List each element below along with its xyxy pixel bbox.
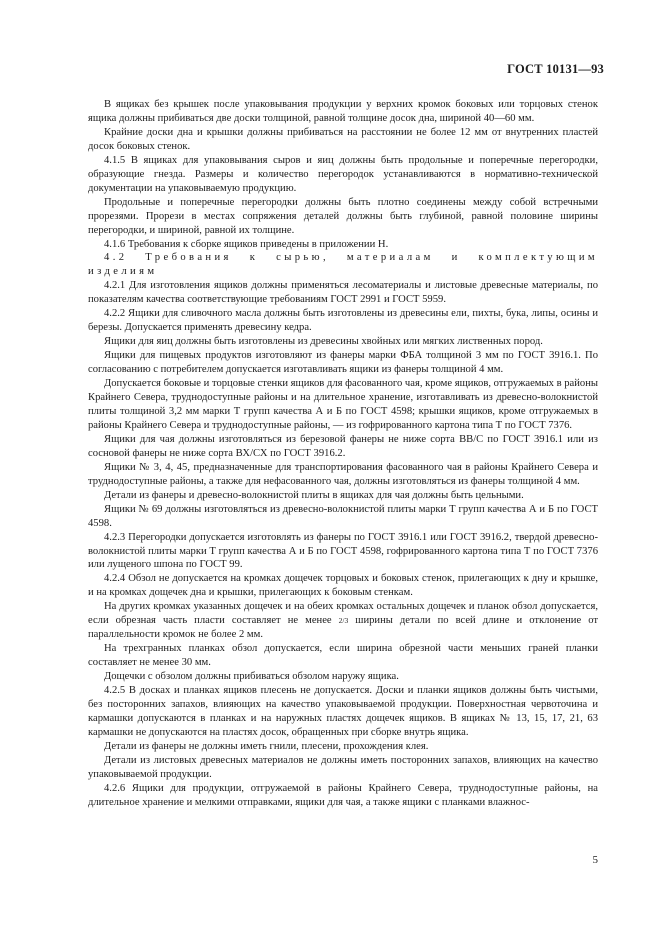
paragraph: Детали из фанеры и древесно-волокнистой плиты в ящиках для чая должны быть цельными.: [104, 489, 524, 501]
paragraph: Дощечки с обзолом должны прибиваться обзолом наружу ящика.: [104, 671, 399, 683]
paragraph: Детали из листовых древесных материалов не должны иметь посторонних запахов, влияющих на качество упаковываемой продукции.: [88, 754, 598, 780]
section-heading: 4.2 Требования к сырью, материалам и комплектующим изделиям: [88, 252, 598, 278]
fraction-two-thirds: 2/3: [338, 616, 349, 626]
paragraph: Ящики № 69 должны изготовляться из древесно-волокнистой плиты марки Т групп качества А и Б по ГОСТ 4598.: [88, 503, 598, 529]
paragraph-part: На других кромках указанных дощечек и на обеих кромках остальных дощечек и планок обзол допускается, если обрезная часть пласти составляет не менее: [88, 601, 598, 627]
paragraph: Ящики для яиц должны быть изготовлены из древесины хвойных или мягких лиственных пород.: [104, 336, 543, 348]
paragraph: В ящиках без крышек после упаковывания продукции у верхних кромок боковых или торцовых стенок ящика должны прибиваться две доски толщиной, равной толщине досок дна, шириной 40—60 мм.: [88, 99, 598, 124]
paragraph: Крайние доски дна и крышки должны прибиваться на расстоянии не более 12 мм от внутренних пластей досок боковых стенок.: [88, 126, 598, 152]
paragraph: 4.2.5 В досках и планках ящиков плесень не допускается. Доски и планки ящиков должны быть чистыми, без посторонних запахов, влияющих на качество упаковываемой продукции. Поверхностная червоточина и кармашки допускаются в планках и на наружных пластях дощечек ящиков. В ящиках № 13, 15, 17, 21, 63 кармашки не допускаются на пластях досок, обращенных при сборке внутрь ящика.: [88, 685, 598, 738]
paragraph-part: ширины детали по всей длине и отклонение от параллельности кромок не более 2 мм.: [88, 615, 598, 641]
paragraph: 4.2.4 Обзол не допускается на кромках дощечек торцовых и боковых стенок, прилегающих к дну и крышке, и на кромках дощечек дна и крышки, прилегающих к боковым стенкам.: [88, 573, 598, 599]
paragraph: Продольные и поперечные перегородки должны быть плотно соединены между собой встречными прорезями. Прорези в местах сопряжения деталей должны быть глубиной, равной половине ширины перегородки, и шириной, равной их толщине.: [88, 196, 598, 236]
page-number: 5: [592, 854, 598, 866]
paragraph: 4.2.3 Перегородки допускается изготовлять из фанеры по ГОСТ 3916.1 или ГОСТ 3916.2, твердой древесно-волокнистой плиты марки Т групп качества А и Б по ГОСТ 4598, гофрированного картона типа Т по ГОСТ 7376 или лущеного шпона по ГОСТ 99.: [88, 531, 598, 571]
paragraph: Допускается боковые и торцовые стенки ящиков для фасованного чая, кроме ящиков, отгружаемых в районы Крайнего Севера, труднодоступные районы и на длительное хранение, изготавливать из древесно-волокнистой плиты толщиной 3,2 мм марки Т групп качества А и Б по ГОСТ 4598; крышки ящиков, кроме отгружаемых в районы Крайнего Севера и труднодоступные районы, — из гофрированного картона типа Т по ГОСТ 7376.: [88, 378, 598, 431]
paragraph: 4.1.5 В ящиках для упаковывания сыров и яиц должны быть продольные и поперечные перегородки, образующие гнезда. Размеры и количество перегородок устанавливаются в нормативно-технической документации на упаковываемую продукцию.: [88, 154, 598, 194]
paragraph: Детали из фанеры не должны иметь гнили, плесени, прохождения клея.: [104, 740, 429, 752]
paragraph: Ящики для чая должны изготовляться из березовой фанеры не ниже сорта ВВ/С по ГОСТ 3916.1 или из сосновой фанеры не ниже сорта ВХ/СХ по ГОСТ 3916.2.: [88, 433, 598, 459]
paragraph: Ящики № 3, 4, 45, предназначенные для транспортирования фасованного чая в районы Крайнего Севера и труднодоступные районы, а также для нефасованного чая, должны изготовляться из фанеры толщиной 4 мм.: [88, 461, 598, 487]
document-body: [88, 98, 598, 810]
paragraph: На трехгранных планках обзол допускается, если ширина обрезной части меньших граней планки составляет не менее 30 мм.: [88, 643, 598, 669]
paragraph: [88, 600, 598, 642]
paragraph: 4.2.6 Ящики для продукции, отгружаемой в районы Крайнего Севера, труднодоступные районы, на длительное хранение и мелкими отправками, ящики для чая, а также ящики с планками влажнос-: [88, 782, 598, 808]
paragraph: Ящики для пищевых продуктов изготовляют из фанеры марки ФБА толщиной 3 мм по ГОСТ 3916.1. По согласованию с потребителем допускается изготавливать ящики из фанеры толщиной 4 мм.: [88, 350, 598, 376]
paragraph: 4.2.1 Для изготовления ящиков должны применяться лесоматериалы и листовые древесные материалы, по показателям качества соответствующие требованиям ГОСТ 2991 и ГОСТ 5959.: [88, 280, 598, 306]
paragraph: 4.2.2 Ящики для сливочного масла должны быть изготовлены из древесины ели, пихты, бука, липы, осины и березы. Допускается применять древесину кедра.: [88, 308, 598, 334]
paragraph: 4.1.6 Требования к сборке ящиков приведены в приложении Н.: [104, 238, 389, 250]
page-header: ГОСТ 10131—93: [507, 62, 604, 76]
